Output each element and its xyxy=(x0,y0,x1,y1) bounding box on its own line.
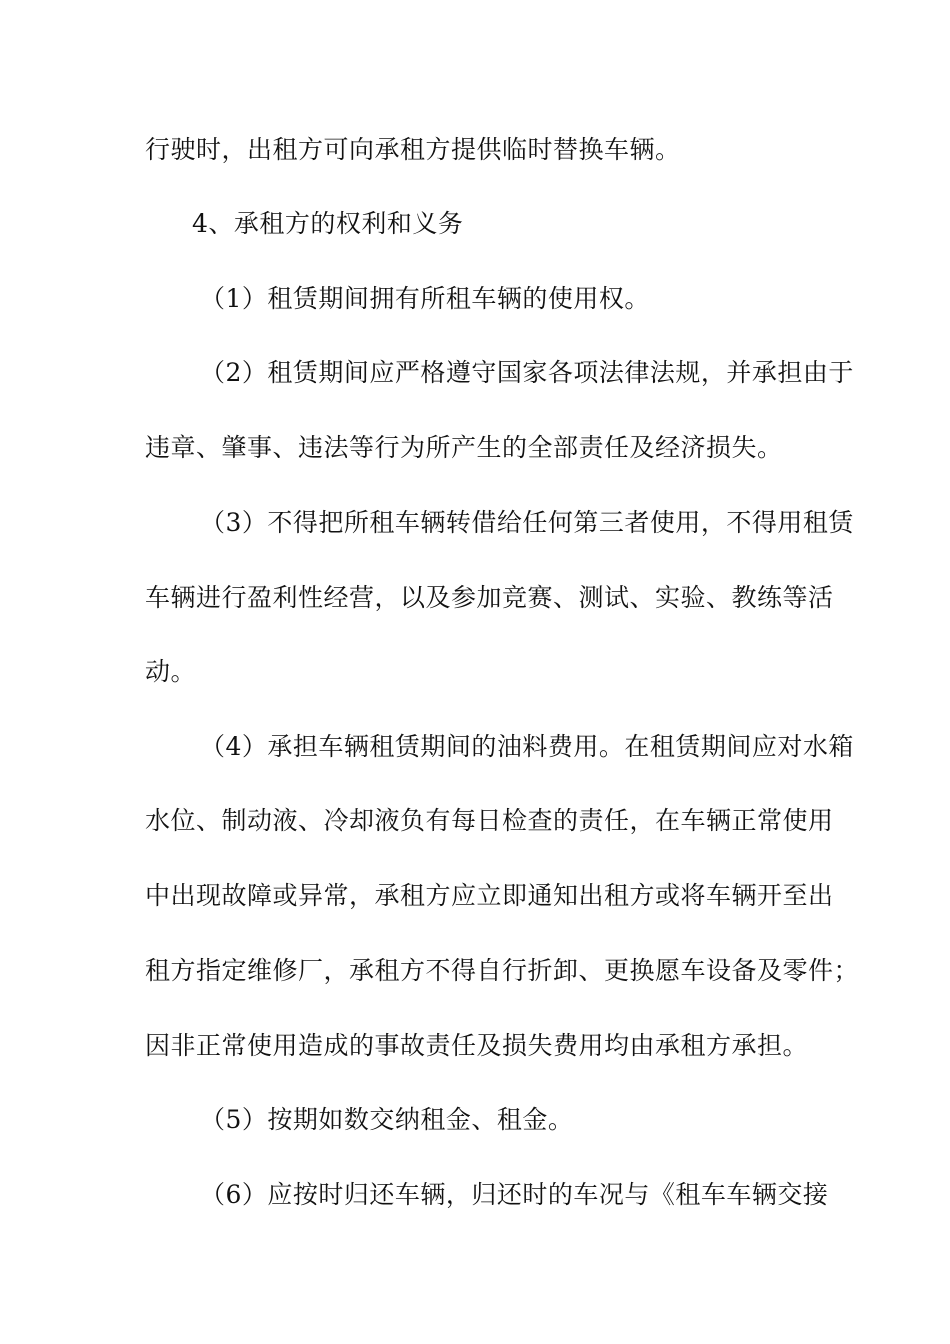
clause-4-line-5: 因非正常使用造成的事故责任及损失费用均由承租方承担。 xyxy=(145,1031,809,1060)
clause-4-line-2: 水位、制动液、冷却液负有每日检查的责任，在车辆正常使用 xyxy=(145,806,834,835)
clause-3-line-1: （3）不得把所租车辆转借给任何第三者使用，不得用租赁 xyxy=(200,508,854,537)
clause-2-line-2: 违章、肇事、违法等行为所产生的全部责任及经济损失。 xyxy=(145,433,783,462)
clause-6-line-1: （6）应按时归还车辆，归还时的车况与《租车车辆交接 xyxy=(200,1180,829,1209)
clause-4-line-3: 中出现故障或异常，承租方应立即通知出租方或将车辆开至出 xyxy=(145,881,834,910)
clause-4-line-1: （4）承担车辆租赁期间的油料费用。在租赁期间应对水箱 xyxy=(200,732,854,761)
clause-5: （5）按期如数交纳租金、租金。 xyxy=(200,1105,574,1134)
clause-1: （1）租赁期间拥有所租车辆的使用权。 xyxy=(200,284,650,313)
section-heading: 4、承租方的权利和义务 xyxy=(192,209,464,238)
clause-3-line-2: 车辆进行盈利性经营，以及参加竞赛、测试、实验、教练等活 xyxy=(145,583,834,612)
clause-2-line-1: （2）租赁期间应严格遵守国家各项法律法规，并承担由于 xyxy=(200,358,854,387)
clause-3-line-3: 动。 xyxy=(145,657,197,686)
text-line-continuation: 行驶时，出租方可向承租方提供临时替换车辆。 xyxy=(145,135,681,164)
clause-4-line-4: 租方指定维修厂，承租方不得自行折卸、更换愿车设备及零件； xyxy=(145,956,860,985)
